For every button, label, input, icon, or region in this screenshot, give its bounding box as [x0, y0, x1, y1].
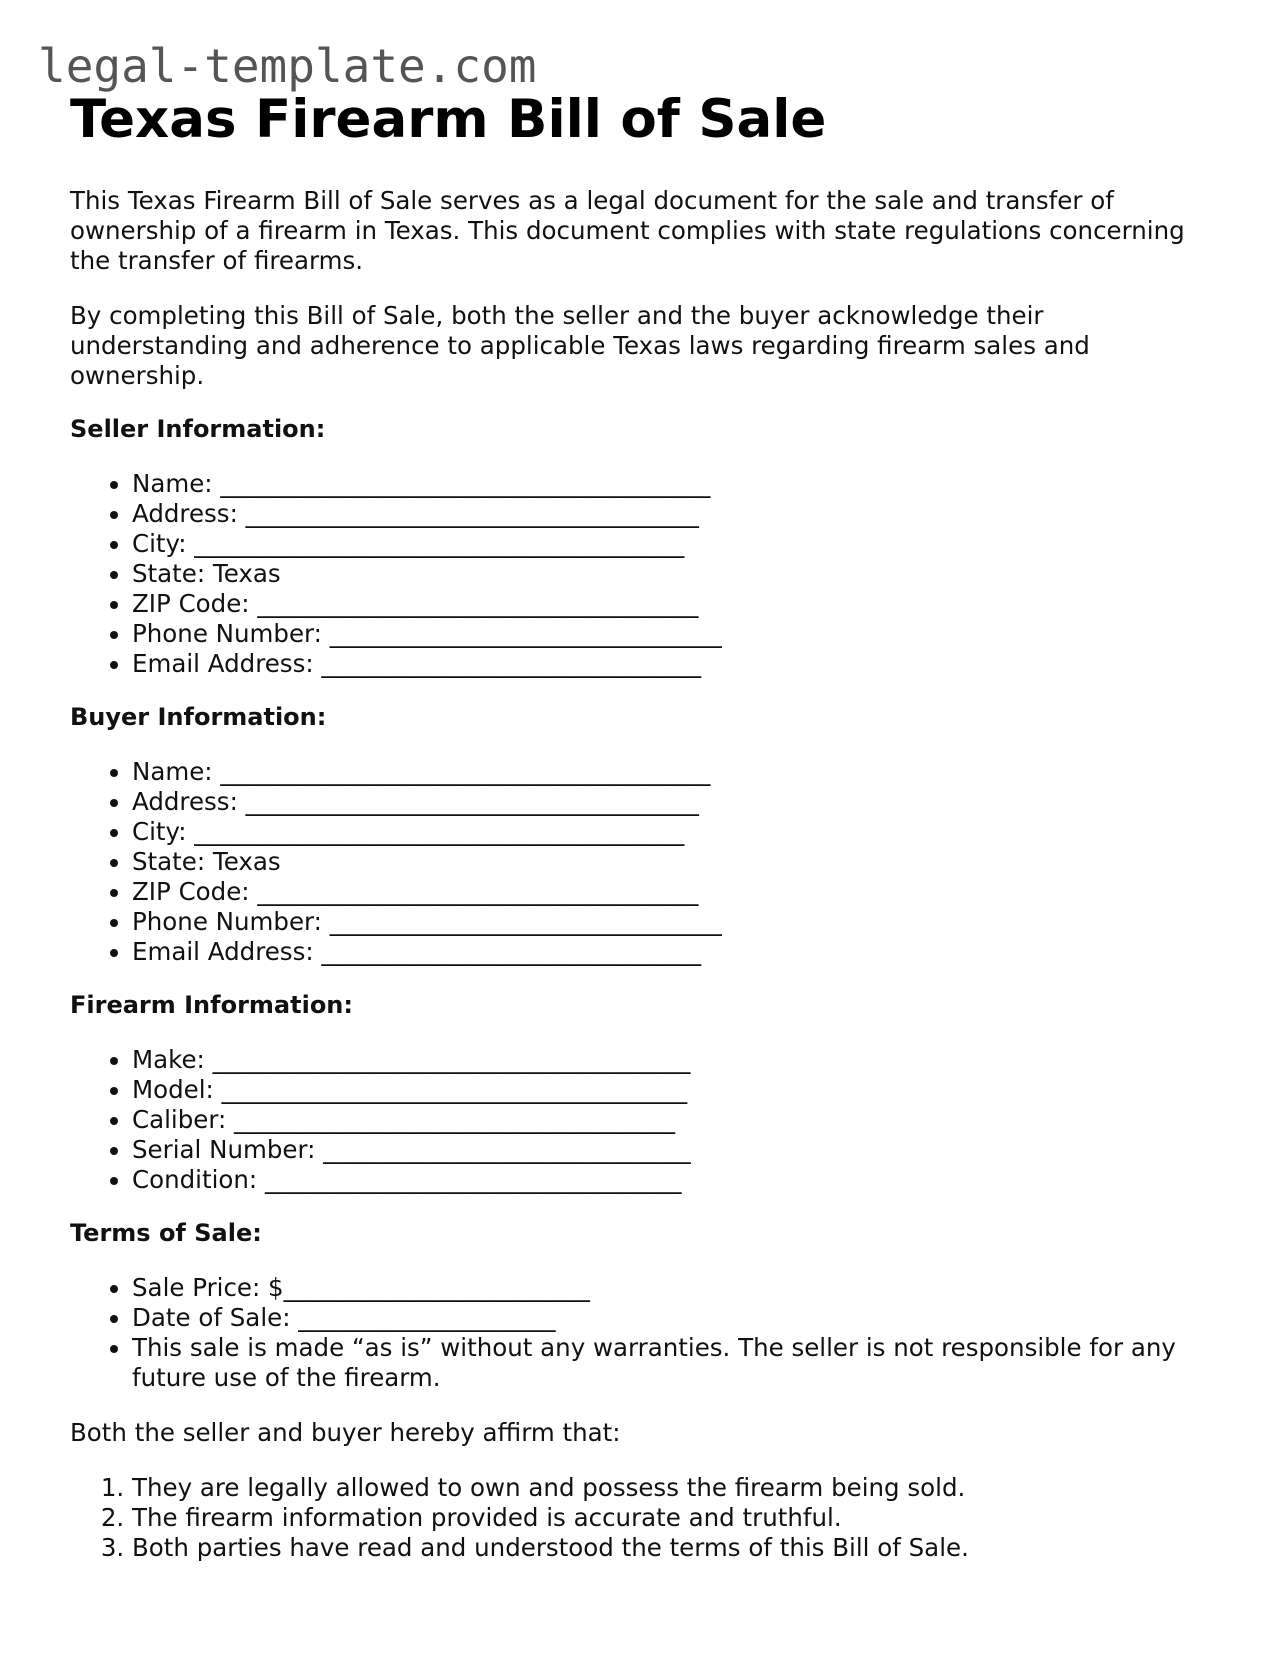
- affirmation-list: [70, 1473, 1220, 1563]
- affirmation-item: 2. The firearm information provided is accurate and truthful.: [132, 1503, 1220, 1533]
- seller-phone-field: • Phone Number: ________________________________: [132, 619, 1220, 649]
- buyer-email-field: • Email Address: _______________________________: [132, 937, 1220, 967]
- seller-zip-field: • ZIP Code: ____________________________________: [132, 589, 1220, 619]
- intro-paragraph-2: By completing this Bill of Sale, both the seller and the buyer acknowledge their understanding and adherence to applicable Texas laws regarding firearm sales and ownership.: [70, 301, 1090, 390]
- buyer-zip-field: • ZIP Code: ____________________________________: [132, 877, 1220, 907]
- buyer-state-field: • State: Texas: [132, 847, 1220, 877]
- seller-state-field: • State: Texas: [132, 559, 1220, 589]
- seller-address-field: • Address: _____________________________________: [132, 499, 1220, 529]
- seller-info-list: [70, 469, 1220, 679]
- seller-email-field: • Email Address: _______________________________: [132, 649, 1220, 679]
- buyer-section-heading: Buyer Information:: [70, 703, 327, 731]
- firearm-serial-field: • Serial Number: ______________________________: [132, 1135, 1220, 1165]
- firearm-model-field: • Model: ______________________________________: [132, 1075, 1220, 1105]
- document-page: [70, 88, 1220, 1563]
- affirmation-item: 3. Both parties have read and understood the terms of this Bill of Sale.: [132, 1533, 1220, 1563]
- buyer-city-field: • City: ________________________________________: [132, 817, 1220, 847]
- firearm-make-field: • Make: _______________________________________: [132, 1045, 1220, 1075]
- affirmation-item: 1. They are legally allowed to own and possess the firearm being sold.: [132, 1473, 1220, 1503]
- buyer-address-field: • Address: _____________________________________: [132, 787, 1220, 817]
- firearm-condition-field: • Condition: __________________________________: [132, 1165, 1220, 1195]
- affirmation-statement: Both the seller and buyer hereby affirm that:: [70, 1418, 621, 1447]
- date-of-sale-field: • Date of Sale: _____________________: [132, 1303, 1220, 1333]
- watermark-logo-text: legal-template.com: [38, 39, 537, 93]
- buyer-info-list: [70, 757, 1220, 967]
- firearm-section-heading: Firearm Information:: [70, 991, 353, 1019]
- seller-city-field: • City: ________________________________________: [132, 529, 1220, 559]
- buyer-name-field: • Name: ________________________________________: [132, 757, 1220, 787]
- firearm-caliber-field: • Caliber: ____________________________________: [132, 1105, 1220, 1135]
- document-title: Texas Firearm Bill of Sale: [70, 89, 827, 150]
- intro-paragraph-1: This Texas Firearm Bill of Sale serves as a legal document for the sale and transfer of ownership of a firearm in Texas. This document complies with state regulations concerning the transfer of firearms.: [70, 186, 1185, 275]
- seller-name-field: • Name: ________________________________________: [132, 469, 1220, 499]
- terms-list: [70, 1273, 1220, 1393]
- seller-section-heading: Seller Information:: [70, 415, 326, 443]
- firearm-info-list: [70, 1045, 1220, 1195]
- terms-section-heading: Terms of Sale:: [70, 1219, 262, 1247]
- buyer-phone-field: • Phone Number: ________________________________: [132, 907, 1220, 937]
- sale-price-field: • Sale Price: $_________________________: [132, 1273, 1220, 1303]
- as-is-clause: • This sale is made “as is” without any warranties. The seller is not responsible for any future use of the firearm.: [132, 1333, 1220, 1393]
